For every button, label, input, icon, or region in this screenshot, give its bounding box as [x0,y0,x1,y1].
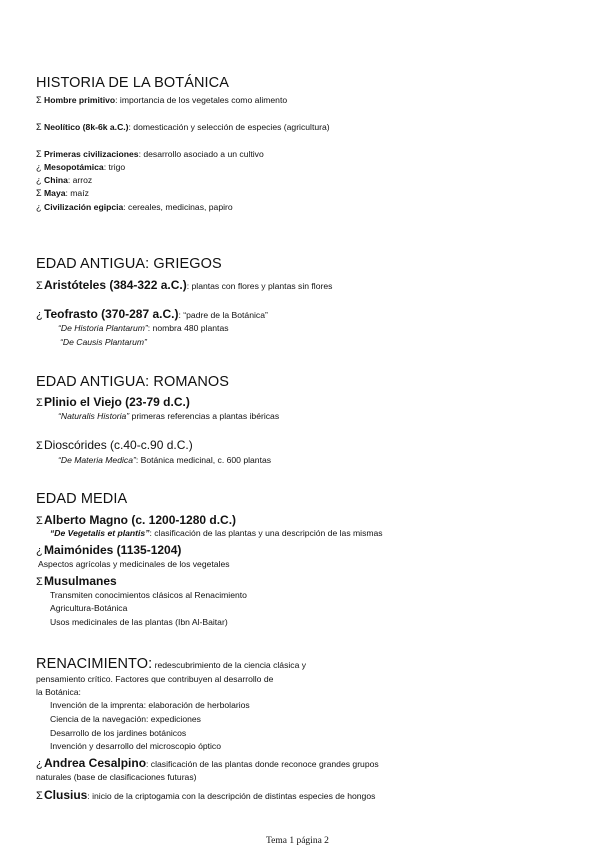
text-line: Usos medicinales de las plantas (Ibn Al-Baitar) [50,617,228,627]
text-line: “De Materia Medica”: Botánica medicinal, c. 600 plantas [58,455,272,465]
text-line: “De Historia Plantarum”: nombra 480 plantas [58,323,229,333]
text-line: Aspectos agrícolas y medicinales de los vegetales [38,559,230,569]
list-item: ΣClusius: inicio de la criptogamia con la descripción de distintas especies de hongos [36,788,376,802]
sigma-bullet-icon: Σ [36,576,43,588]
list-item: ΣAlberto Magno (c. 1200-1280 d.C.) [36,513,237,527]
inverted-question-bullet-icon: ¿ [36,758,43,770]
sigma-bullet-icon: Σ [36,440,43,452]
text-line: Desarrollo de los jardines botánicos [50,728,187,738]
text-line: Invención y desarrollo del microscopio óptico [50,741,222,751]
text-line: Invención de la imprenta: elaboración de herbolarios [50,700,250,710]
list-item: ¿Maimónides (1135-1204) [36,543,182,557]
list-item: ¿Andrea Cesalpino: clasificación de las plantas donde reconoce grandes grupos [36,756,379,770]
sigma-bullet-icon: Σ [36,280,43,292]
sigma-bullet-icon: Σ [36,397,43,409]
page-footer: Tema 1 página 2 [266,836,329,846]
section-title-edad-media: EDAD MEDIA [36,491,128,507]
list-item: Σ Maya: maíz [36,188,89,198]
list-item: Σ Neolítico (8k-6k a.C.): domesticación y selección de especies (agricultura) [36,122,330,132]
text-line: Agricultura-Botánica [50,603,128,613]
section-title-renacimiento: RENACIMIENTO: redescubrimiento de la ciencia clásica y [36,656,307,672]
section-title-romanos: EDAD ANTIGUA: ROMANOS [36,374,230,390]
sigma-bullet-icon: Σ [36,790,43,802]
list-item: ¿ Mesopotámica: trigo [36,162,126,172]
text-line: naturales (base de clasificaciones futuras) [36,772,197,782]
list-item: ΣMusulmanes [36,574,117,588]
sigma-bullet-icon: Σ [36,122,42,132]
inverted-question-bullet-icon: ¿ [36,202,42,212]
section-title-griegos: EDAD ANTIGUA: GRIEGOS [36,256,222,272]
text-line: “Naturalis Historia” primeras referencias a plantas ibéricas [58,411,280,421]
text-line: Ciencia de la navegación: expediciones [50,714,201,724]
list-item: ΣAristóteles (384-322 a.C.): plantas con flores y plantas sin flores [36,278,333,292]
section-title-historia: HISTORIA DE LA BOTÁNICA [36,75,230,91]
inverted-question-bullet-icon: ¿ [36,309,43,321]
list-item: ΣPlinio el Viejo (23-79 d.C.) [36,395,190,409]
list-item: ¿Teofrasto (370-287 a.C.): “padre de la Botánica” [36,307,268,321]
list-item: ¿ China: arroz [36,175,93,185]
list-item: ¿ Civilización egipcia: cereales, medicinas, papiro [36,202,233,212]
text-line: Transmiten conocimientos clásicos al Renacimiento [50,590,247,600]
inverted-question-bullet-icon: ¿ [36,175,42,185]
inverted-question-bullet-icon: ¿ [36,162,42,172]
sigma-bullet-icon: Σ [36,149,42,159]
text-line: la Botánica: [36,687,81,697]
list-item: Σ Primeras civilizaciones: desarrollo asociado a un cultivo [36,149,264,159]
inverted-question-bullet-icon: ¿ [36,545,43,557]
sigma-bullet-icon: Σ [36,95,42,105]
sigma-bullet-icon: Σ [36,188,42,198]
text-line: pensamiento crítico. Factores que contribuyen al desarrollo de [36,674,274,684]
text-line: “De Causis Plantarum” [60,337,147,347]
text-line: “De Vegetalis et plantis”: clasificación de las plantas y una descripción de las mismas [50,528,383,538]
list-item: Σ Hombre primitivo: importancia de los vegetales como alimento [36,95,288,105]
sigma-bullet-icon: Σ [36,515,43,527]
list-item: ΣDioscórides (c.40-c.90 d.C.) [36,438,193,452]
